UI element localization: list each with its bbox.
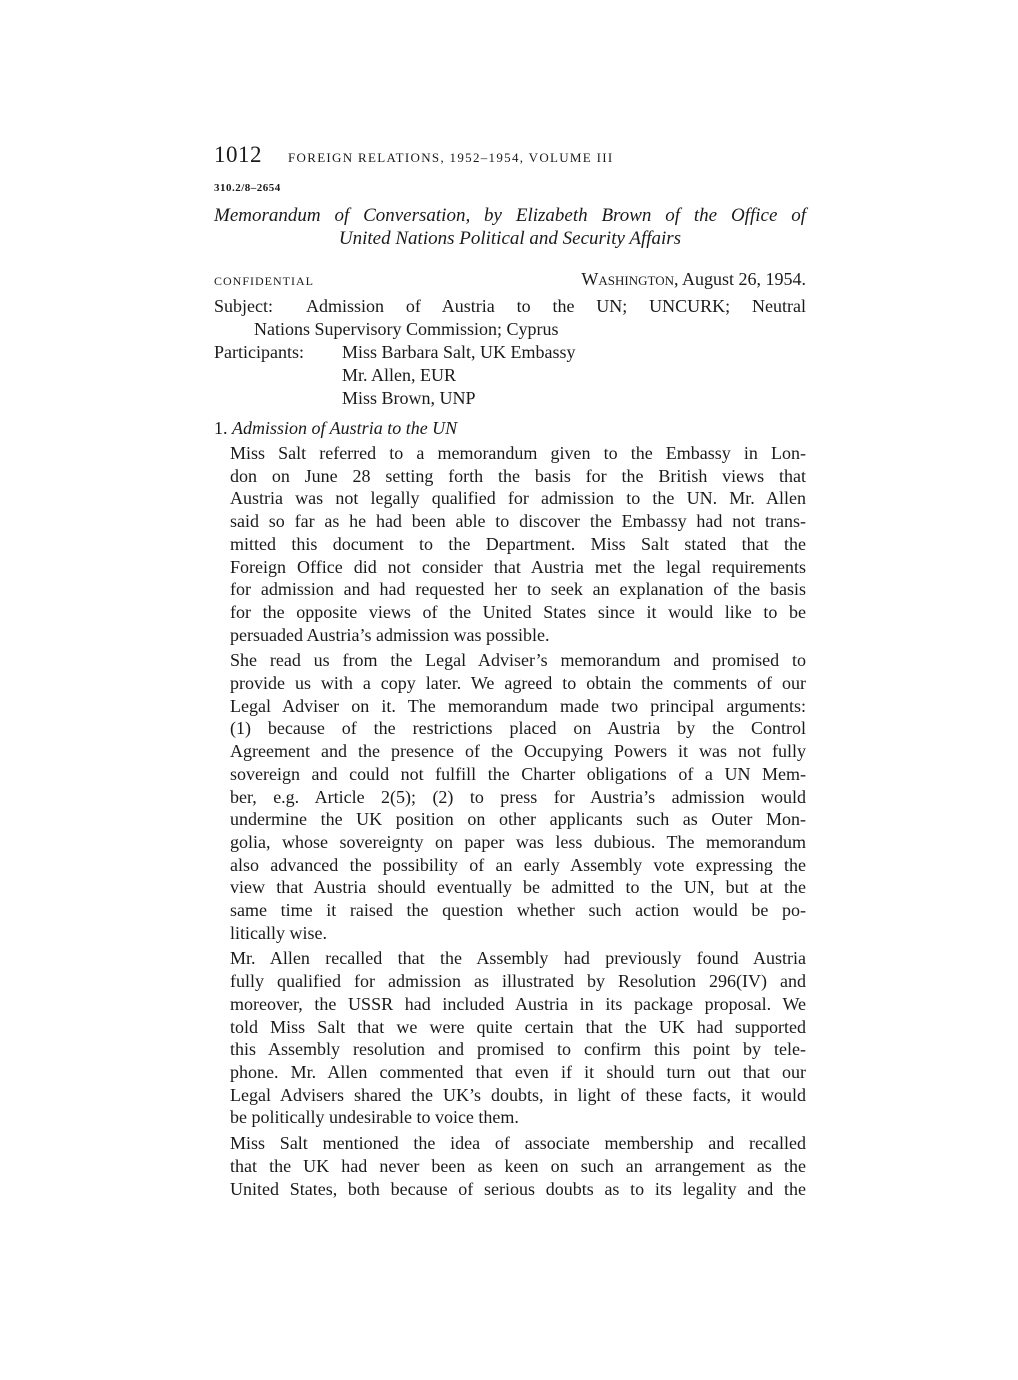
text-line: Agreement and the presence of the Occupying Powers it was not fully bbox=[230, 741, 806, 762]
text-line: be politically undesirable to voice them. bbox=[230, 1107, 519, 1128]
paragraph bbox=[214, 1132, 806, 1200]
text-line: phone. Mr. Allen commented that even if it should turn out that our bbox=[230, 1061, 806, 1082]
running-title: FOREIGN RELATIONS, 1952–1954, VOLUME III bbox=[288, 150, 614, 165]
memo-metadata bbox=[214, 295, 806, 410]
text-line: that the UK had never been as keen on such an arrangement as the bbox=[230, 1155, 806, 1176]
participants-label: Participants: bbox=[214, 342, 304, 362]
text-line: (1) because of the restrictions placed on Austria by the Control bbox=[230, 718, 806, 739]
text-line: Foreign Office did not consider that Austria met the legal requirements bbox=[230, 556, 806, 577]
participant: Miss Brown, UNP bbox=[342, 388, 476, 408]
text-line: Miss Salt referred to a memorandum given to the Embassy in Lon- bbox=[230, 443, 806, 463]
participant: Miss Barbara Salt, UK Embassy bbox=[342, 342, 576, 362]
place-date bbox=[581, 269, 806, 290]
running-head bbox=[214, 142, 806, 176]
text-line: Austria was not legally qualified for admission to the UN. Mr. Allen bbox=[230, 488, 806, 509]
text-line: also advanced the possibility of an early Assembly vote expressing the bbox=[230, 854, 806, 875]
text-line: view that Austria should eventually be admitted to the UN, but at the bbox=[230, 877, 806, 898]
text-line: persuaded Austria’s admission was possible. bbox=[230, 624, 550, 645]
text-line: said so far as he had been able to discover the Embassy had not trans- bbox=[230, 511, 806, 532]
text-line: litically wise. bbox=[230, 922, 327, 943]
participants-row bbox=[214, 341, 806, 410]
text-line: sovereign and could not fulfill the Charter obligations of a UN Mem- bbox=[230, 763, 806, 784]
text-line: fully qualified for admission as illustrated by Resolution 296(IV) and bbox=[230, 971, 806, 992]
date: August 26, 1954. bbox=[678, 269, 806, 289]
subject-row bbox=[214, 295, 806, 318]
place: Washington, bbox=[581, 269, 679, 289]
paragraph bbox=[214, 947, 806, 1129]
text-line: told Miss Salt that we were quite certain that the UK had supported bbox=[230, 1016, 806, 1037]
text-line: Legal Adviser on it. The memorandum made two principal arguments: bbox=[230, 695, 806, 716]
text-line: this Assembly resolution and promised to confirm this point by tele- bbox=[230, 1039, 806, 1060]
document-page bbox=[214, 142, 806, 1203]
text-line: don on June 28 setting forth the basis for the British views that bbox=[230, 465, 806, 486]
participants-list bbox=[342, 341, 575, 410]
text-line: for admission and had requested her to seek an explanation of the basis bbox=[230, 579, 806, 600]
text-line: United States, both because of serious doubts as to its legality and the bbox=[230, 1178, 806, 1199]
text-line: golia, whose sovereignty on paper was less dubious. The memorandum bbox=[230, 831, 806, 852]
text-line: Legal Advisers shared the UK’s doubts, in light of these facts, it would bbox=[230, 1084, 806, 1105]
text-line: ber, e.g. Article 2(5); (2) to press for Austria’s admission would bbox=[230, 786, 806, 807]
text-line: Mr. Allen recalled that the Assembly had previously found Austria bbox=[230, 948, 806, 969]
text-line: provide us with a copy later. We agreed to obtain the comments of our bbox=[230, 673, 806, 694]
section-heading bbox=[214, 418, 806, 442]
text-line: moreover, the USSR had included Austria in its package proposal. We bbox=[230, 993, 806, 1014]
paragraph bbox=[214, 649, 806, 944]
dateline bbox=[214, 269, 806, 295]
memo-title-line2: United Nations Political and Security Affairs bbox=[338, 228, 682, 249]
classification-label: CONFIDENTIAL bbox=[214, 274, 314, 288]
subject-line1: Admission of Austria to the UN; UNCURK; Neutral bbox=[306, 296, 806, 316]
section-title: Admission of Austria to the UN bbox=[232, 418, 458, 438]
file-reference: 310.2/8–2654 bbox=[214, 182, 281, 194]
participant: Mr. Allen, EUR bbox=[342, 365, 457, 385]
subject-label: Subject: bbox=[214, 296, 273, 316]
section-number: 1. bbox=[214, 418, 228, 438]
memo-title-line1: Memorandum of Conversation, by Elizabeth Brown of the Office of bbox=[214, 205, 806, 226]
text-line: Miss Salt mentioned the idea of associate membership and recalled bbox=[230, 1133, 806, 1154]
text-line: undermine the UK position on other applicants such as Outer Mon- bbox=[230, 809, 806, 830]
text-line: same time it raised the question whether such action would be po- bbox=[230, 900, 806, 921]
page-number: 1012 bbox=[214, 142, 262, 167]
text-line: for the opposite views of the United States since it would like to be bbox=[230, 601, 806, 622]
memo-title bbox=[214, 204, 806, 250]
text-line: She read us from the Legal Adviser’s memorandum and promised to bbox=[230, 650, 806, 671]
subject-line2: Nations Supervisory Commission; Cyprus bbox=[254, 319, 559, 339]
text-line: mitted this document to the Department. Miss Salt stated that the bbox=[230, 533, 806, 554]
paragraph bbox=[214, 442, 806, 646]
